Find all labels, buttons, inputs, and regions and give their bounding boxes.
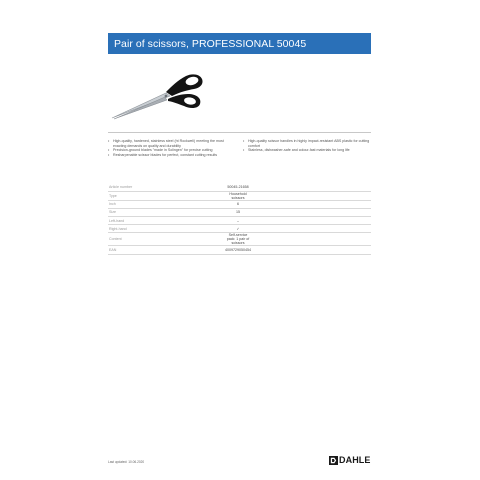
table-row (108, 225, 371, 233)
table-row (108, 233, 371, 246)
spec-label: Right-hand (109, 226, 127, 231)
spec-table (108, 183, 371, 255)
feature-list-left (108, 139, 236, 158)
blade-back (114, 97, 167, 119)
spec-value: 6 (237, 202, 239, 207)
feature-item: • Precision-ground blades "made in Solingen" for precise cutting (108, 148, 236, 153)
table-row (108, 183, 371, 191)
spec-value: 50045-21658 (227, 184, 249, 189)
spec-label: Size (109, 210, 116, 215)
spec-label: Article number (109, 184, 133, 189)
spec-value: Self-service pack: 1 pair of scissors (226, 233, 250, 246)
feature-item: • Resharpenable scissor blades for perfect, constant cutting results (108, 153, 236, 158)
spec-label: EAN (109, 248, 117, 253)
spec-value: ✓ (236, 226, 240, 231)
blade-front (112, 93, 170, 118)
spec-value: 4009729050454 (225, 248, 251, 253)
spec-label: Left-hand (109, 218, 125, 223)
dahle-mark-icon (329, 456, 338, 465)
pivot-screw (165, 95, 168, 98)
scissors-image (108, 64, 212, 122)
upper-handle (166, 74, 203, 96)
table-row (108, 208, 371, 216)
feature-item: • High-quality, hardened, stainless steel (ht Rockwell) meeting the most exacting demands on quality and durability (108, 139, 236, 148)
brand-logo (329, 455, 371, 465)
spec-value: 15 (236, 210, 240, 215)
feature-list-right (243, 139, 371, 153)
table-row (108, 200, 371, 208)
spec-label: Content (109, 237, 122, 242)
table-row (108, 191, 371, 200)
feature-item: • Stainless, dishwasher-safe and colour-fast materials for long life (243, 148, 371, 153)
title-bar (108, 33, 371, 54)
spec-value: – (237, 218, 239, 223)
table-row (108, 246, 371, 254)
table-row (108, 217, 371, 225)
feature-item: • High-quality scissor handles in highly impact-resistant ABS plastic for cutting comfort (243, 139, 371, 148)
spec-value: Household scissors (229, 191, 247, 200)
spec-label: Type (109, 193, 117, 198)
section-divider (108, 132, 371, 133)
spec-label: Inch (109, 202, 116, 207)
last-updated-text: Last updated: 10.06.2020 (108, 460, 145, 464)
page-title: Pair of scissors, PROFESSIONAL 50045 (114, 37, 307, 50)
brand-name: DAHLE (339, 454, 371, 465)
